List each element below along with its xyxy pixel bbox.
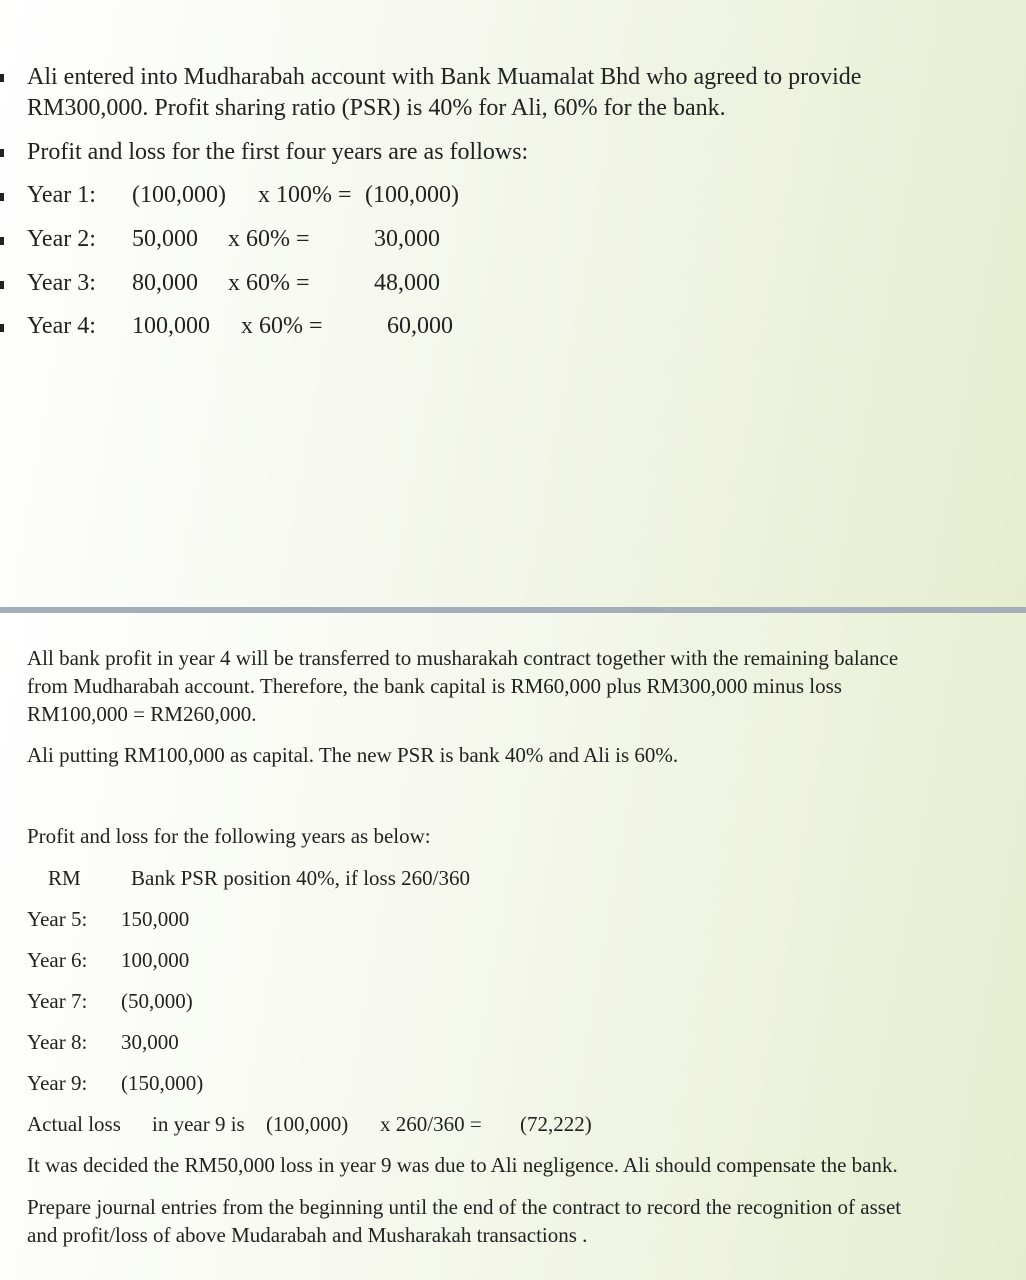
year-label: Year 6: <box>27 948 88 972</box>
year-result: (100,000) <box>365 182 459 208</box>
year-amount: (100,000) <box>132 182 226 208</box>
year-amount: (50,000) <box>121 989 193 1013</box>
para1-line-3: RM100,000 = RM260,000. <box>27 702 257 726</box>
bullet-icon <box>0 193 4 201</box>
para2: Ali putting RM100,000 as capital. The new PSR is bank 40% and Ali is 60%. <box>27 743 679 767</box>
year-rate: x 60% = <box>228 270 310 296</box>
task-line-1: Prepare journal entries from the beginning until the end of the contract to record the recognition of asset <box>27 1195 902 1219</box>
year-amount: (150,000) <box>121 1071 204 1095</box>
year-amount: 80,000 <box>132 270 198 296</box>
year-amount: 150,000 <box>121 907 190 931</box>
para1-line-1: All bank profit in year 4 will be transferred to musharakah contract together with the remaining balance <box>27 646 899 670</box>
year-label: Year 9: <box>27 1071 88 1095</box>
year-amount: 30,000 <box>121 1030 179 1054</box>
year-amount: 50,000 <box>132 226 198 252</box>
year-rate: x 60% = <box>228 226 310 252</box>
year-amount: 100,000 <box>132 313 210 339</box>
intro-line-2: RM300,000. Profit sharing ratio (PSR) is 40% for Ali, 60% for the bank. <box>27 95 726 121</box>
actual-loss-text: in year 9 is <box>152 1112 245 1136</box>
year-result: 60,000 <box>387 313 453 339</box>
column-psr-position: Bank PSR position 40%, if loss 260/360 <box>131 866 470 890</box>
bottom-slide <box>0 613 1026 1280</box>
negligence-note: It was decided the RM50,000 loss in year 9 was due to Ali negligence. Ali should compensate the bank. <box>27 1153 898 1177</box>
year-label: Year 3: <box>27 270 96 296</box>
year-rate: x 100% = <box>258 182 352 208</box>
year-rate: x 60% = <box>241 313 323 339</box>
intro-line-1: Ali entered into Mudharabah account with Bank Muamalat Bhd who agreed to provide <box>27 64 862 90</box>
actual-loss-label: Actual loss <box>27 1112 121 1136</box>
year-label: Year 5: <box>27 907 88 931</box>
bullet-icon <box>0 149 4 157</box>
year-label: Year 4: <box>27 313 96 339</box>
pl-heading: Profit and loss for the first four years are as follows: <box>27 139 529 165</box>
para1-line-2: from Mudharabah account. Therefore, the bank capital is RM60,000 plus RM300,000 minus loss <box>27 674 842 698</box>
year-label: Year 2: <box>27 226 96 252</box>
actual-loss-amount: (100,000) <box>266 1112 349 1136</box>
year-label: Year 8: <box>27 1030 88 1054</box>
year-label: Year 1: <box>27 182 96 208</box>
column-rm: RM <box>48 866 81 890</box>
year-amount: 100,000 <box>121 948 190 972</box>
task-line-2: and profit/loss of above Mudarabah and Musharakah transactions . <box>27 1223 588 1247</box>
bullet-icon <box>0 324 4 332</box>
actual-loss-rate: x 260/360 = <box>380 1112 482 1136</box>
year-result: 48,000 <box>374 270 440 296</box>
year-label: Year 7: <box>27 989 88 1013</box>
top-slide <box>0 0 1026 607</box>
actual-loss-result: (72,222) <box>520 1112 592 1136</box>
bullet-icon <box>0 74 4 82</box>
bullet-icon <box>0 281 4 289</box>
year-result: 30,000 <box>374 226 440 252</box>
pl-heading-following: Profit and loss for the following years as below: <box>27 824 431 848</box>
bullet-icon <box>0 237 4 245</box>
